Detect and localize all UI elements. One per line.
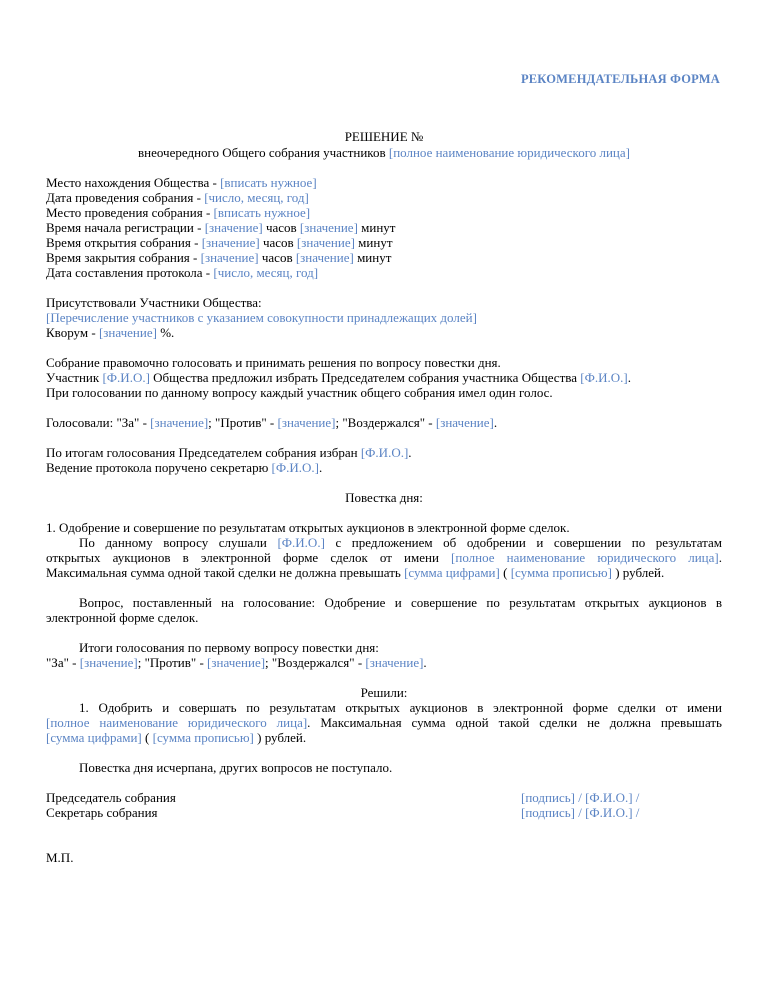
decision-line-2: [полное наименование юридического лица]. Максимальная сумма одной такой сделки не должна превышать <box>46 715 722 730</box>
agenda-discussion-line-1: По данному вопросу слушали [Ф.И.О.] с предложением об одобрении и совершении по результатам <box>79 535 722 550</box>
voting-rule-line: При голосовании по данному вопросу каждый участник общего собрания имел один голос. <box>46 385 553 400</box>
document-title: РЕШЕНИЕ № <box>344 129 424 144</box>
question-line-1: Вопрос, поставленный на голосование: Одобрение и совершение по результатам открытых аукционов в <box>79 595 722 610</box>
registration-start-line: Время начала регистрации - [значение] часов [значение] минут <box>46 220 396 235</box>
agenda-item-1: 1. Одобрение и совершение по результатам открытых аукционов в электронной форме сделок. <box>46 520 570 535</box>
chair-signature-field: [подпись] / [Ф.И.О.] / <box>521 790 640 805</box>
agenda-discussion-line-2: открытых аукционов в электронной форме сделок от имени [полное наименование юридического лица]. <box>46 550 722 565</box>
chair-elected-line: По итогам голосования Председателем собрания избран [Ф.И.О.]. <box>46 445 412 460</box>
stamp-place-label: М.П. <box>46 850 74 865</box>
document-subtitle: внеочередного Общего собрания участников [полное наименование юридического лица] <box>138 145 630 160</box>
closing-line: Повестка дня исчерпана, других вопросов не поступало. <box>79 760 393 775</box>
agenda-heading: Повестка дня: <box>345 490 423 505</box>
chair-proposal-line: Участник [Ф.И.О.] Общества предложил избрать Председателем собрания участника Общества [Ф.И.О.]. <box>46 370 631 385</box>
meeting-open-line: Время открытия собрания - [значение] часов [значение] минут <box>46 235 393 250</box>
attendance-label: Присутствовали Участники Общества: <box>46 295 262 310</box>
decision-heading: Решили: <box>360 685 408 700</box>
secretary-signature-label: Секретарь собрания <box>46 805 158 820</box>
meeting-date-line: Дата проведения собрания - [число, месяц, год] <box>46 190 309 205</box>
participants-list: [Перечисление участников с указанием совокупности принадлежащих долей] <box>46 310 477 325</box>
chair-signature-label: Председатель собрания <box>46 790 176 805</box>
recommended-form-label: РЕКОМЕНДАТЕЛЬНАЯ ФОРМА <box>520 72 720 86</box>
competence-line: Собрание правомочно голосовать и принимать решения по вопросу повестки дня. <box>46 355 501 370</box>
secretary-line: Ведение протокола поручено секретарю [Ф.И.О.]. <box>46 460 323 475</box>
agenda-discussion-line-3: Максимальная сумма одной такой сделки не должна превышать [сумма цифрами] ( [сумма прописью] ) рублей. <box>46 565 665 580</box>
decision-line-3: [сумма цифрами] ( [сумма прописью] ) рублей. <box>46 730 307 745</box>
secretary-signature-field: [подпись] / [Ф.И.О.] / <box>521 805 640 820</box>
vote-results-heading: Итоги голосования по первому вопросу повестки дня: <box>79 640 379 655</box>
quorum-line: Кворум - [значение] %. <box>46 325 175 340</box>
meeting-close-line: Время закрытия собрания - [значение] часов [значение] минут <box>46 250 392 265</box>
meeting-venue-line: Место проведения собрания - [вписать нужное] <box>46 205 311 220</box>
question-line-2: электронной форме сделок. <box>46 610 199 625</box>
decision-line-1: 1. Одобрить и совершать по результатам открытых аукционов в электронной форме сделки от имени <box>79 700 722 715</box>
protocol-date-line: Дата составления протокола - [число, месяц, год] <box>46 265 319 280</box>
company-location-line: Место нахождения Общества - [вписать нужное] <box>46 175 317 190</box>
chair-vote-line: Голосовали: "За" - [значение]; "Против" - [значение]; "Воздержался" - [значение]. <box>46 415 498 430</box>
vote-results-line: "За" - [значение]; "Против" - [значение]; "Воздержался" - [значение]. <box>46 655 427 670</box>
